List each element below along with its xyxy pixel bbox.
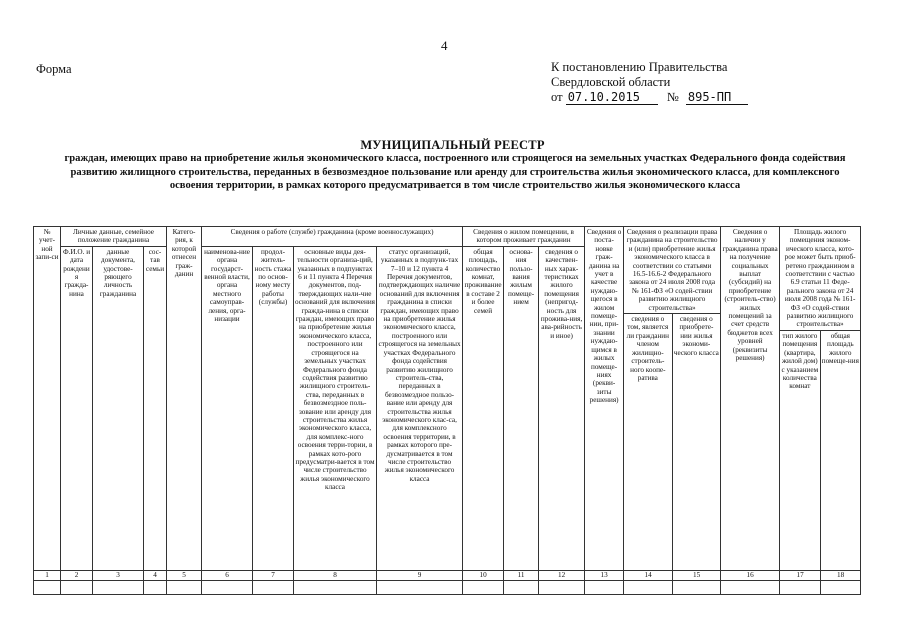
- column-number: 5: [167, 570, 202, 580]
- approval-from-label: от: [551, 90, 563, 104]
- column-number: 9: [377, 570, 463, 580]
- approval-line-2: Свердловской области: [551, 75, 671, 89]
- subheader-use-basis: основа-ния пользо-вания жилым помеще-нием: [504, 246, 539, 570]
- subheader-cooperative-member: сведения о том, является ли гражданин членом жилищно-строитель-ного коопе-ратива: [626, 315, 669, 382]
- subheader-identity-docs: данные документа, удостове-ряющего личность гражданина: [93, 246, 144, 570]
- empty-cell: [61, 580, 93, 594]
- column-number: 18: [821, 570, 861, 580]
- empty-cell: [673, 580, 721, 594]
- subheader-total-area: общая площадь жилого помеще-ния: [820, 331, 861, 570]
- empty-cell: [463, 580, 504, 594]
- subheader-employer: наименова-ние органа государст-венной власти, органа местного самоуправ-ления, орга-низации: [202, 246, 253, 570]
- empty-cell: [144, 580, 167, 594]
- column-number: 12: [539, 570, 585, 580]
- empty-cell: [539, 580, 585, 594]
- registry-table: [33, 226, 861, 595]
- column-number: 3: [93, 570, 144, 580]
- empty-cell: [93, 580, 144, 594]
- approval-date: 07.10.2015: [566, 91, 658, 105]
- column-number: 16: [721, 570, 780, 580]
- header-work-info: Сведения о работе (службе) гражданина (кроме военнослужащих): [202, 227, 463, 247]
- column-number: 7: [253, 570, 294, 580]
- subheader-fio: Ф.И.О. и дата рождения гражда-нина: [61, 246, 93, 570]
- empty-cell: [721, 580, 780, 594]
- column-number: 4: [144, 570, 167, 580]
- header-category: Катего-рия, к которой отнесен граж-данин: [167, 227, 202, 571]
- subheader-total-area-rooms: общая площадь, количество комнат, проживание в составе 2 и более семей: [463, 246, 504, 570]
- registry-subtitle: граждан, имеющих право на приобретение жилья экономического класса, построенного или строящегося на земельных участках Федерального фонда содействия развитию жилищного строительства, переданных в безвозмездное пользование или аренду для строительства жилья экономического класса, для комплексного освоения территории, в рамках которого предусматривается в том числе строительство жилья экономического класса: [64, 153, 846, 191]
- empty-cell: [34, 580, 61, 594]
- subheader-activity-grounds: основные виды дея-тельности организа-ций, указанных в подпунктах 6 и 11 пункта 4 Перечня документов, под-тверждающих нали-чие оснований для включения гражда-нина в списки граждан, имеющих право на приобретение жилья экономического класса, построенного или строящегося на земельных участках Федерального фонда содействия развитию жилищного строитель-ства, переданных в безвозмездное поль-зование или аренду для строительства жилья экономического класса, для комплекс-ного освоения терри-тории, в рамках кото-рого предусматри-вается в том числе строительство жилья экономического класса: [294, 246, 377, 570]
- page-number: 4: [441, 38, 448, 53]
- header-subsidy: Сведения о наличии у гражданина права на получение социальных выплат (субсидий) на приобретение (строитель-ство) жилых помещений за счет средств бюджетов всех уровней (реквизиты решения): [721, 227, 780, 571]
- subheader-family: сос-тав семьи: [144, 246, 167, 570]
- subheader-quality: сведения о качествен-ных харак-теристиках жилого помещения (непригод-ность для прожива-ния, ава-рийность и иное): [539, 246, 585, 570]
- registry-title: МУНИЦИПАЛЬНЫЙ РЕЕСТР: [360, 138, 545, 152]
- header-personal-data: Личные данные, семейное положение гражданина: [61, 227, 167, 247]
- empty-cell: [167, 580, 202, 594]
- column-number: 8: [294, 570, 377, 580]
- header-area: Площадь жилого помещения эконом-ического класса, кото-рое может быть приоб-ретено гражданином в соответствии с частью 6.9 статьи 11 Феде-рального закона от 24 июля 2008 года № 161-ФЗ «О содей-ствии развитию жилищного строительства»: [780, 227, 860, 331]
- column-number: 6: [202, 570, 253, 580]
- column-number: 10: [463, 570, 504, 580]
- empty-cell: [821, 580, 861, 594]
- subheader-housing-type: тип жилого помещения (квартира, жилой дом) с указанием количества комнат: [781, 331, 819, 391]
- approval-block: [551, 60, 748, 105]
- empty-cell: [504, 580, 539, 594]
- approval-number-sign: №: [666, 90, 679, 104]
- empty-data-row: [34, 580, 861, 594]
- empty-cell: [253, 580, 294, 594]
- subheader-purchase-info: сведения о приобрете-нии жилья экономи-ческого класса: [672, 314, 721, 570]
- column-number: 17: [780, 570, 821, 580]
- column-number: 15: [673, 570, 721, 580]
- header-record-number: № учет-ной запи-си: [34, 227, 61, 571]
- empty-cell: [202, 580, 253, 594]
- column-numbers-row: [34, 570, 861, 580]
- column-number: 13: [585, 570, 624, 580]
- empty-cell: [585, 580, 624, 594]
- form-label: Форма: [36, 62, 72, 76]
- subheader-organization-status: статус организаций, указанных в подпунк-тах 7–10 и 12 пункта 4 Перечня документов, подтверждающих наличие оснований для включения гражданина в списки граждан, имеющих право на приобретение жилья экономического класса, построенного или строящегося на земельных участках Федерального фонда содействия развитию жилищного строитель-ства, переданных в безвозмездное пользо-вание или аренду для строительства жилья экономического клас-са, для комплексного освоения территории, в рамках которого пре-дусматривается в том числе строительство жилья экономического класса: [377, 246, 463, 570]
- column-number: 2: [61, 570, 93, 580]
- column-number: 14: [624, 570, 673, 580]
- subheader-tenure: продол-житель-ность стажа по основ-ному месту работы (службы): [253, 246, 294, 570]
- approval-line-1: К постановлению Правительства: [551, 60, 728, 74]
- approval-line-3: [551, 90, 748, 105]
- empty-cell: [294, 580, 377, 594]
- empty-cell: [780, 580, 821, 594]
- column-number: 11: [504, 570, 539, 580]
- empty-cell: [377, 580, 463, 594]
- header-housing-info: Сведения о жилом помещении, в котором проживает гражданин: [463, 227, 585, 247]
- empty-cell: [624, 580, 673, 594]
- header-realization: Сведения о реализации права гражданина на строительство и (или) приобретение жилья экономического класса в соответствии со статьями 16.5-16.6-2 Федерального закона от 24 июля 2008 года № 161-ФЗ «О содей-ствии развитию жилищного строительства»: [624, 227, 720, 314]
- approval-number: 895-ПП: [686, 91, 748, 105]
- header-realization-group: [624, 227, 721, 571]
- header-area-group: [780, 227, 861, 571]
- column-number: 1: [34, 570, 61, 580]
- header-need-registration: Сведения о поста-новке граж-данина на учет в качестве нуждаю-щегося в жилом помеще-нии, при-знании нуждаю-щимся в жилых помеще-ниях (рекви-зиты решения): [585, 227, 624, 571]
